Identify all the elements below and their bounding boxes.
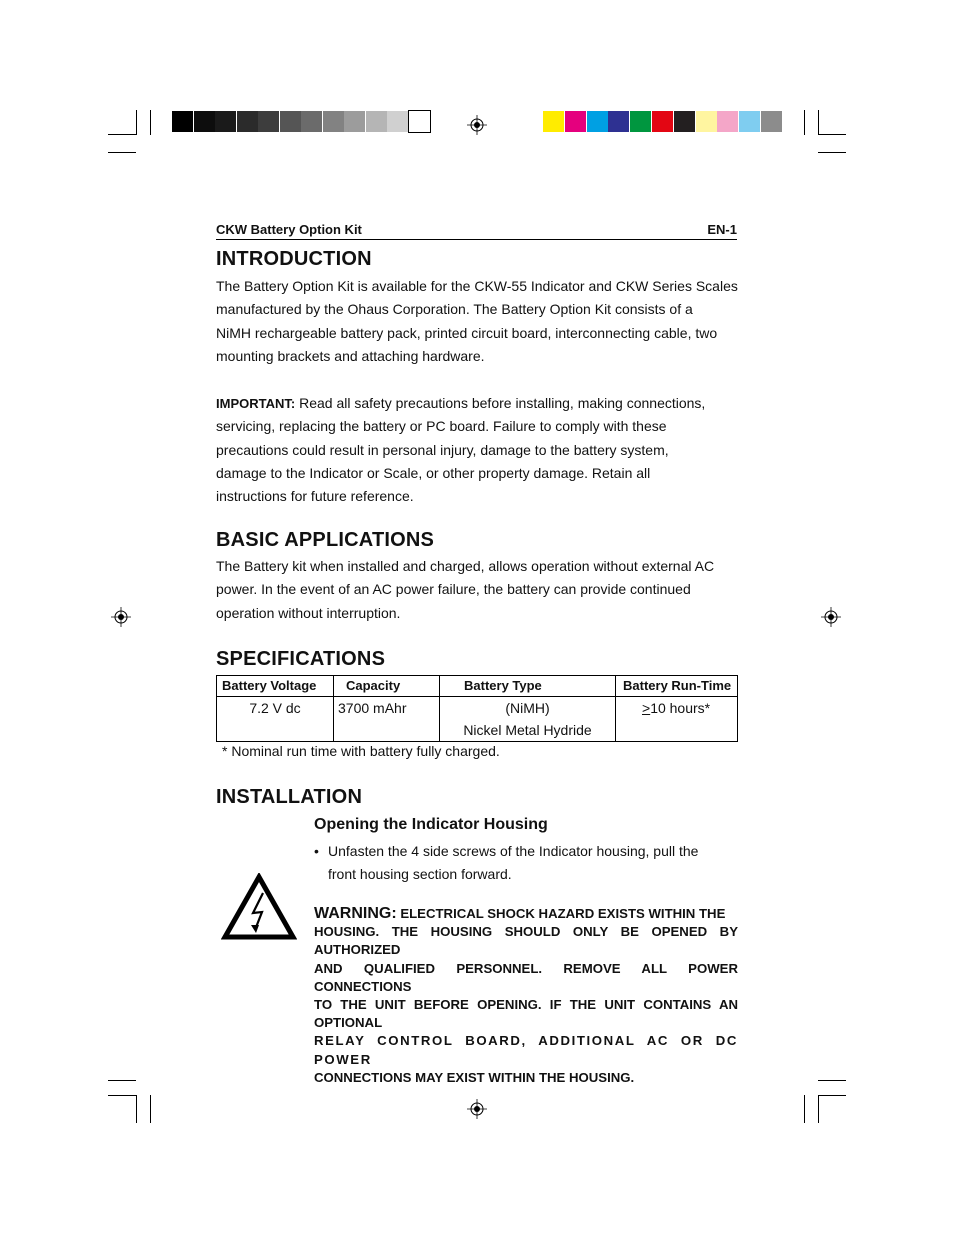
table-cell bbox=[217, 697, 334, 742]
basic-applications-paragraph bbox=[216, 555, 746, 625]
gray-swatch bbox=[237, 111, 258, 132]
bullet-icon: • bbox=[314, 843, 319, 859]
warning-label: WARNING: bbox=[314, 905, 397, 922]
important-label: IMPORTANT: bbox=[216, 396, 296, 411]
registration-mark-icon bbox=[467, 1099, 487, 1119]
important-paragraph bbox=[216, 392, 746, 508]
gray-swatch bbox=[215, 111, 236, 132]
text-line: instructions for future reference. bbox=[216, 488, 414, 505]
gray-swatch bbox=[280, 111, 301, 132]
text-line: NiMH rechargeable battery pack, printed circuit board, interconnecting cable, two bbox=[216, 324, 718, 341]
running-header bbox=[216, 221, 737, 240]
registration-mark-icon bbox=[467, 115, 487, 135]
color-swatch bbox=[652, 111, 673, 132]
text-line: TO THE UNIT BEFORE OPENING. IF THE UNIT CONTAINS AN OPTIONAL bbox=[314, 997, 738, 1031]
cell-value: 3700 mAhr bbox=[338, 700, 407, 716]
gray-swatch bbox=[387, 111, 408, 132]
table-footnote: * Nominal run time with battery fully charged. bbox=[222, 743, 500, 759]
color-swatch bbox=[717, 111, 738, 132]
text-span: Read all safety precautions before installing, making connections, bbox=[295, 395, 706, 411]
column-header: Battery Voltage bbox=[217, 676, 334, 697]
text-line: damage to the Indicator or Scale, or other property damage. Retain all bbox=[216, 464, 651, 481]
table-cell bbox=[334, 697, 440, 742]
introduction-heading: INTRODUCTION bbox=[216, 248, 372, 270]
table-header-row bbox=[217, 676, 738, 697]
text-line: servicing, replacing the battery or PC board. Failure to comply with these bbox=[216, 418, 667, 435]
opening-housing-subheading: Opening the Indicator Housing bbox=[314, 816, 548, 833]
cell-value: 10 hours* bbox=[650, 700, 711, 716]
text-line: RELAY CONTROL BOARD, ADDITIONAL AC OR DC POWER bbox=[314, 1033, 738, 1067]
text-line: front housing section forward. bbox=[328, 866, 512, 882]
header-title: CKW Battery Option Kit bbox=[216, 222, 362, 237]
gray-swatch bbox=[194, 111, 215, 132]
warning-block bbox=[314, 905, 738, 1087]
text-line: The Battery Option Kit is available for the CKW-55 Indicator and CKW Series Scales bbox=[216, 278, 738, 294]
table-cell bbox=[616, 697, 738, 742]
text-line: HOUSING. THE HOUSING SHOULD ONLY BE OPENED BY AUTHORIZED bbox=[314, 924, 738, 958]
introduction-paragraph bbox=[216, 275, 746, 368]
text-line: AND QUALIFIED PERSONNEL. REMOVE ALL POWER CONNECTIONS bbox=[314, 960, 738, 994]
gray-swatch bbox=[323, 111, 344, 132]
color-swatch bbox=[630, 111, 651, 132]
gray-swatch bbox=[344, 111, 365, 132]
text-line: manufactured by the Ohaus Corporation. The Battery Option Kit consists of a bbox=[216, 301, 693, 318]
greater-or-equal-symbol: > bbox=[642, 700, 651, 716]
text-line: precautions could result in personal injury, damage to the battery system, bbox=[216, 441, 669, 458]
column-header: Battery Run-Time bbox=[616, 676, 738, 697]
text-line: CONNECTIONS MAY EXIST WITHIN THE HOUSING. bbox=[314, 1069, 635, 1085]
text-line: power. In the event of an AC power failure, the battery can provide continued bbox=[216, 581, 691, 598]
text-line: The Battery kit when installed and charged, allows operation without external AC bbox=[216, 558, 715, 574]
gray-swatch bbox=[301, 111, 322, 132]
color-swatch bbox=[761, 111, 782, 132]
column-header: Battery Type bbox=[440, 676, 616, 697]
text-line bbox=[216, 392, 746, 415]
registration-mark-icon bbox=[821, 607, 841, 627]
cell-value: Nickel Metal Hydride bbox=[463, 722, 592, 738]
color-swatch bbox=[674, 111, 695, 132]
color-swatch bbox=[696, 111, 717, 132]
text-line: operation without interruption. bbox=[216, 604, 401, 621]
gray-swatch bbox=[258, 111, 279, 132]
specifications-table bbox=[216, 675, 738, 742]
gray-swatch bbox=[172, 111, 193, 132]
cell-value: (NiMH) bbox=[505, 700, 550, 716]
text-line bbox=[314, 905, 738, 923]
color-swatch bbox=[565, 111, 586, 132]
text-span: ELECTRICAL SHOCK HAZARD EXISTS WITHIN THE bbox=[396, 906, 726, 921]
basic-applications-heading: BASIC APPLICATIONS bbox=[216, 529, 435, 551]
text-line: mounting brackets and attaching hardware. bbox=[216, 347, 485, 364]
electrical-hazard-icon bbox=[221, 873, 297, 941]
gray-swatch bbox=[366, 111, 387, 132]
column-header: Capacity bbox=[334, 676, 440, 697]
color-swatch bbox=[587, 111, 608, 132]
color-swatch bbox=[739, 111, 760, 132]
specifications-heading: SPECIFICATIONS bbox=[216, 648, 386, 670]
color-swatch bbox=[608, 111, 629, 132]
installation-heading: INSTALLATION bbox=[216, 786, 363, 808]
text-line: Unfasten the 4 side screws of the Indicator housing, pull the bbox=[328, 843, 699, 859]
table-cell bbox=[440, 697, 616, 742]
page-number: EN-1 bbox=[707, 222, 737, 237]
bullet-text bbox=[328, 840, 718, 886]
color-swatch bbox=[543, 111, 564, 132]
gray-swatch bbox=[409, 111, 430, 132]
registration-mark-icon bbox=[111, 607, 131, 627]
table-row bbox=[217, 697, 738, 742]
cell-value: 7.2 V dc bbox=[249, 700, 301, 716]
